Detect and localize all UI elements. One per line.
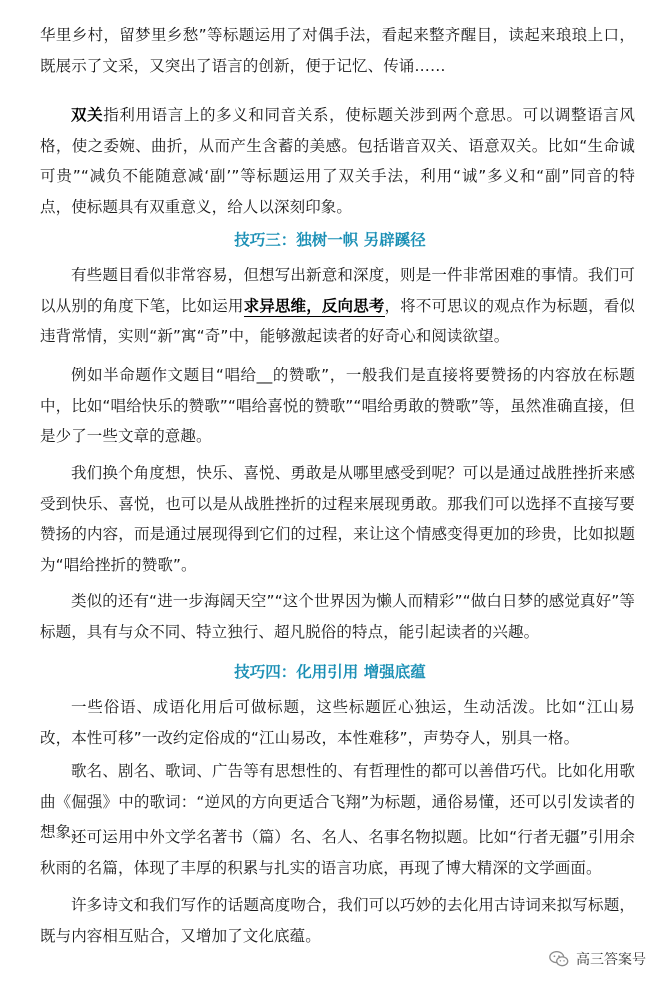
wechat-icon: [548, 948, 570, 970]
paragraph-similar-titles: 类似的还有“进一步海阔天空”“这个世界因为懒人而精彩”“做白日梦的感觉真好”等标题，具有与众不同、特立独行、超凡脱俗的特点，能引起读者的兴趣。: [40, 592, 635, 641]
paragraph-classics: 还可运用中外文学名著书（篇）名、名人、名事名物拟题。比如“行者无疆”引用余秋雨的名篇，体现了丰厚的积累与扎实的语言功底，再现了博大精深的文学画面。: [40, 828, 635, 877]
paragraph-text: ，将不可思议的观点作为标题，看似违背常情，实则“新”寓“奇”中，能够激起读者的好奇心和阅读欲望。: [40, 296, 635, 345]
paragraph-text: 有些题目看似非常容易，但想写出新意和深度，则是一件非常困难的事情。我们可以从别的角度下笔，比如运用: [40, 266, 635, 315]
paragraph-text: 指利用语言上的多义和同音关系，使标题关涉到两个意思。可以调整语言风格，使之委婉、曲折，从而产生含蓄的美感。包括谐音双关、语意双关。比如“生命诚可贵”“减负不能随意减‘副’”等标题运用了双关手法，利用“诚”多义和“副”同音的特点，使标题具有双重意义，给人以深刻印象。: [40, 106, 635, 216]
watermark: [548, 948, 646, 970]
term-shuangguan: 双关: [71, 106, 104, 124]
paragraph-technique-3-intro: [40, 260, 635, 352]
paragraph-poetry: 许多诗文和我们写作的话题高度吻合，我们可以巧妙的去化用古诗词来拟写标题，既与内容相互贴合，又增加了文化底蕴。: [40, 896, 635, 945]
heading-technique-3: 技巧三：独树一帜 另辟蹊径: [234, 231, 426, 249]
heading-technique-4: 技巧四：化用引用 增强底蕴: [234, 663, 426, 681]
paragraph-shuangguan: [40, 100, 635, 222]
paragraph-example: 例如半命题作文题目“唱给__的赞歌”，一般我们是直接将要赞扬的内容放在标题中，比如“唱给快乐的赞歌”“唱给喜悦的赞歌”“唱给勇敢的赞歌”等，虽然准确直接，但是少了一些文章的意趣。: [40, 366, 635, 445]
paragraph-songs: 歌名、剧名、歌词、广告等有思想性的、有哲理性的都可以善借巧代。比如化用歌曲《倔强》中的歌词：“逆风的方向更适合飞翔”为标题，通俗易懂，还可以引发读者的想象。: [40, 762, 635, 841]
paragraph-proverbs: 一些俗语、成语化用后可做标题，这些标题匠心独运，生动活泼。比如“江山易改，本性可移”一改约定俗成的“江山易改，本性难移”，声势夺人，别具一格。: [40, 698, 635, 747]
paragraph-duiou-end: [40, 20, 635, 81]
paragraph-another-angle: 我们换个角度想，快乐、喜悦、勇敢是从哪里感受到呢？可以是通过战胜挫折来感受到快乐、喜悦，也可以是从战胜挫折的过程来展现勇敢。那我们可以选择不直接写要赞扬的内容，而是通过展现得到它们的过程，来让这个情感变得更加的珍贵，比如拟题为“唱给挫折的赞歌”。: [40, 464, 635, 574]
watermark-text: 高三答案号: [576, 952, 646, 968]
emphasis-reverse-thinking: 求异思维，反向思考: [243, 296, 385, 315]
paragraph-text: 华里乡村，留梦里乡愁”等标题运用了对偶手法，看起来整齐醒目，读起来琅琅上口，既展示了文采，又突出了语言的创新，便于记忆、传诵……: [40, 26, 635, 75]
